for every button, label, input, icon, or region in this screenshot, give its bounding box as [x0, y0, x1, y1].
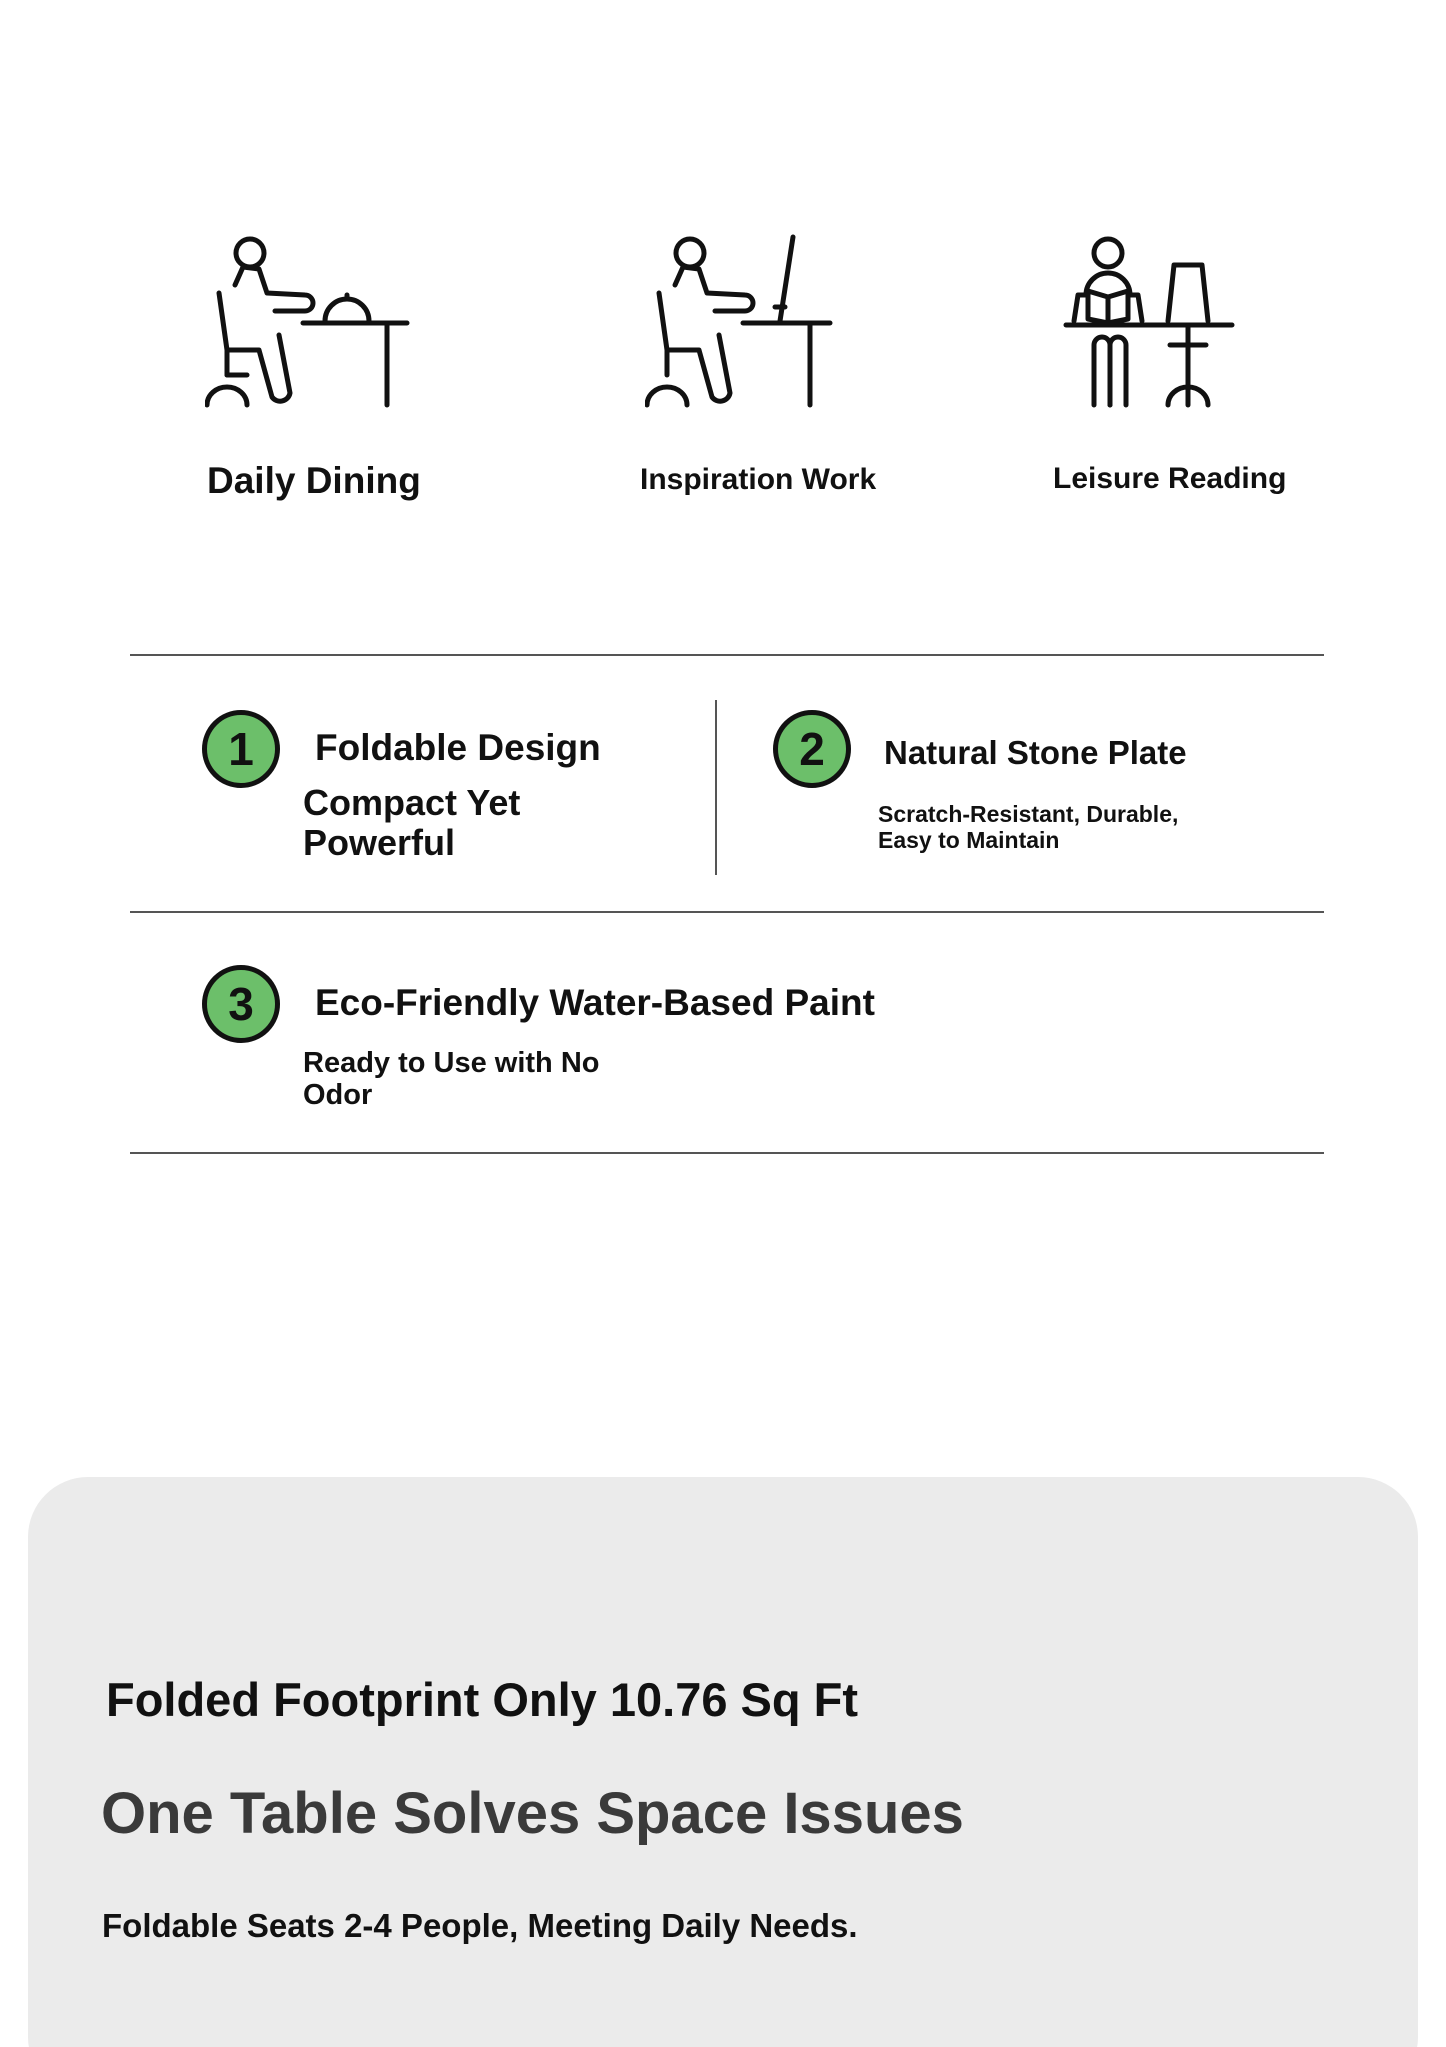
feature-3-title: Eco-Friendly Water-Based Paint [315, 982, 875, 1023]
divider-middle [130, 911, 1324, 913]
panel-caption: Foldable Seats 2-4 People, Meeting Daily Needs. [102, 1907, 858, 1944]
scene-label-reading: Leisure Reading [1053, 462, 1287, 495]
feature-2-number-badge: 2 [773, 710, 851, 788]
scene-label-work: Inspiration Work [640, 463, 877, 496]
person-working-icon [645, 225, 865, 425]
feature-2-title: Natural Stone Plate [884, 734, 1187, 771]
scene-work-illustration [645, 225, 865, 425]
feature-3-description: Ready to Use with No Odor [303, 1047, 600, 1111]
scene-label-dining: Daily Dining [207, 460, 421, 501]
person-reading-icon [1060, 225, 1280, 425]
footprint-panel [28, 1477, 1418, 2047]
divider-top [130, 654, 1324, 656]
person-dining-icon [205, 225, 425, 425]
feature-1-number-badge: 1 [202, 710, 280, 788]
feature-2-description: Scratch-Resistant, Durable, Easy to Maintain [878, 801, 1179, 853]
feature-1-title: Foldable Design [315, 727, 601, 768]
panel-headline: Folded Footprint Only 10.76 Sq Ft [106, 1673, 859, 1726]
scene-reading-illustration [1060, 225, 1280, 425]
divider-vertical [715, 700, 717, 875]
panel-subheadline: One Table Solves Space Issues [101, 1781, 964, 1846]
feature-1-description: Compact Yet Powerful [303, 782, 521, 863]
feature-3-number-badge: 3 [202, 965, 280, 1043]
divider-bottom [130, 1152, 1324, 1154]
scene-dining-illustration [205, 225, 425, 425]
